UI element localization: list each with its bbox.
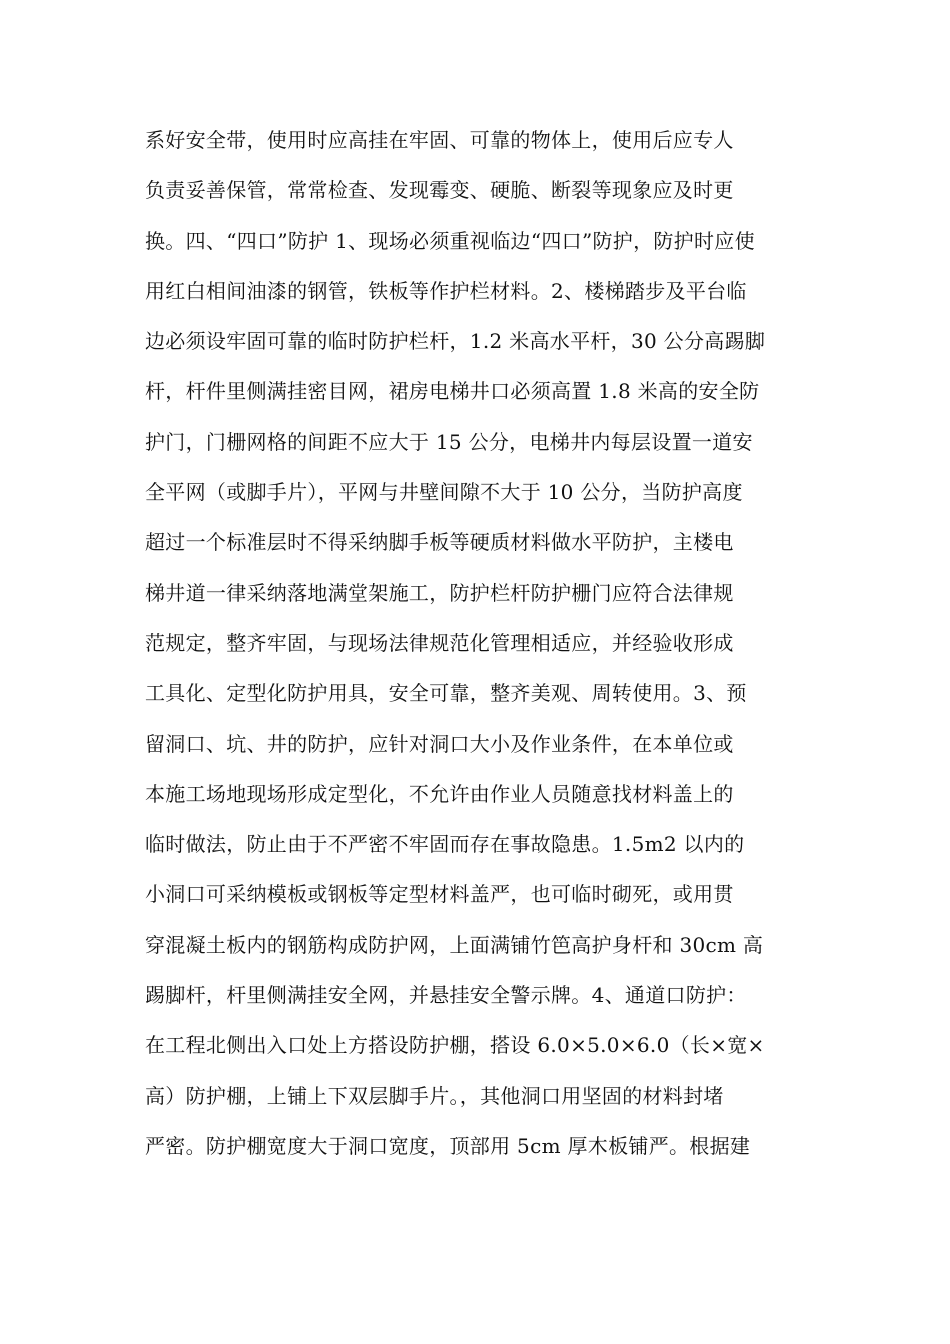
text-line: 在工程北侧出入口处上方搭设防护棚，搭设 6.0×5.0×6.0（长×宽×	[145, 1033, 765, 1058]
text-line: 超过一个标准层时不得采纳脚手板等硬质材料做水平防护，主楼电	[145, 530, 734, 555]
text-line: 留洞口、坑、井的防护，应针对洞口大小及作业条件，在本单位或	[145, 731, 734, 756]
text-line: 系好安全带，使用时应高挂在牢固、可靠的物体上，使用后应专人	[145, 128, 734, 152]
text-line: 临时做法，防止由于不严密不牢固而存在事故隐患。1.5m2 以内的	[145, 832, 745, 857]
text-line: 严密。防护棚宽度大于洞口宽度，顶部用 5cm 厚木板铺严。根据建	[145, 1133, 751, 1158]
text-line: 换。四、“四口”防护 1、现场必须重视临边“四口”防护，防护时应使	[145, 228, 755, 253]
text-line: 用红白相间油漆的钢管，铁板等作护栏材料。2、楼梯踏步及平台临	[145, 278, 747, 303]
text-line: 梯井道一律采纳落地满堂架施工，防护栏杆防护栅门应符合法律规	[145, 580, 734, 605]
text-line: 范规定，整齐牢固，与现场法律规范化管理相适应，并经验收形成	[145, 630, 734, 655]
text-line: 边必须设牢固可靠的临时防护栏杆，1.2 米高水平杆，30 公分高踢脚	[145, 329, 766, 354]
text-line: 本施工场地现场形成定型化，不允许由作业人员随意找材料盖上的	[145, 781, 734, 806]
text-line: 负责妥善保管，常常检查、发现霉变、硬脆、断裂等现象应及时更	[145, 178, 734, 203]
text-line: 工具化、定型化防护用具，安全可靠，整齐美观、周转使用。3、预	[145, 681, 747, 706]
text-line: 高）防护棚，上铺上下双层脚手片。，其他洞口用坚固的材料封堵	[145, 1083, 724, 1108]
text-line: 踢脚杆，杆里侧满挂安全网，并悬挂安全警示牌。4、通道口防护：	[145, 983, 747, 1008]
text-line: 护门，门栅网格的间距不应大于 15 公分，电梯井内每层设置一道安	[145, 429, 753, 454]
text-line: 杆，杆件里侧满挂密目网，裙房电梯井口必须高置 1.8 米高的安全防	[145, 379, 760, 404]
text-line: 穿混凝土板内的钢筋构成防护网，上面满铺竹笆高护身杆和 30cm 高	[145, 932, 764, 957]
body-text	[145, 115, 815, 1171]
text-line: 全平网（或脚手片），平网与井壁间隙不大于 10 公分，当防护高度	[145, 480, 743, 505]
text-line: 小洞口可采纳模板或钢板等定型材料盖严，也可临时砌死，或用贯	[145, 882, 734, 907]
